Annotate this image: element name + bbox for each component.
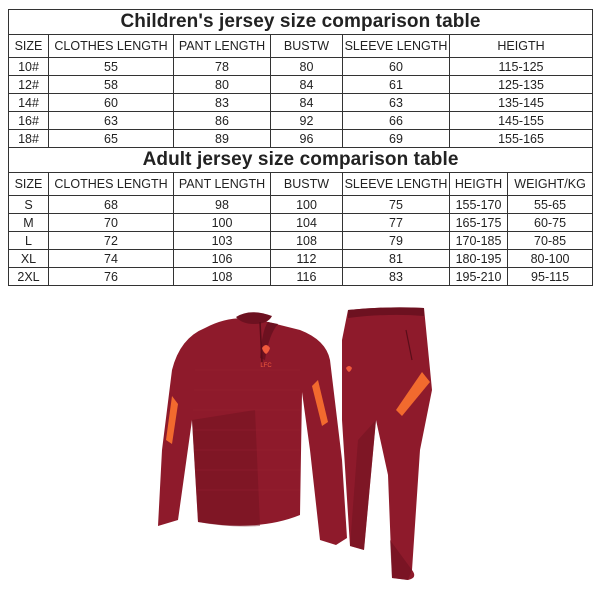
value-cell: 79 [343,232,450,250]
column-header: PANT LENGTH [174,173,271,196]
size-cell: S [9,196,49,214]
column-header: SIZE [9,35,49,58]
table-row [9,130,593,148]
value-cell: 60-75 [508,214,593,232]
size-cell: 14# [9,94,49,112]
value-cell: 100 [174,214,271,232]
size-cell: 18# [9,130,49,148]
value-cell: 180-195 [450,250,508,268]
value-cell: 103 [174,232,271,250]
value-cell: 80-100 [508,250,593,268]
value-cell: 108 [271,232,343,250]
size-chart [8,9,592,286]
column-header: BUSTW [271,35,343,58]
column-header: HEIGTH [450,173,508,196]
value-cell: 80 [271,58,343,76]
table-row [9,214,593,232]
table-row [9,112,593,130]
table-row [9,94,593,112]
value-cell: 72 [49,232,174,250]
value-cell: 84 [271,76,343,94]
table-row [9,232,593,250]
value-cell: 135-145 [450,94,593,112]
value-cell: 112 [271,250,343,268]
value-cell: 84 [271,94,343,112]
value-cell: 83 [174,94,271,112]
jacket-image [158,312,347,545]
value-cell: 60 [49,94,174,112]
value-cell: 77 [343,214,450,232]
size-cell: M [9,214,49,232]
table-row [9,250,593,268]
size-cell: 10# [9,58,49,76]
value-cell: 61 [343,76,450,94]
size-cell: XL [9,250,49,268]
value-cell: 63 [343,94,450,112]
column-header: SLEEVE LENGTH [343,173,450,196]
value-cell: 65 [49,130,174,148]
table-row [9,268,593,286]
children-size-table [8,9,593,148]
adult-table-title: Adult jersey size comparison table [9,148,593,173]
value-cell: 60 [343,58,450,76]
value-cell: 83 [343,268,450,286]
column-header: BUSTW [271,173,343,196]
value-cell: 55-65 [508,196,593,214]
value-cell: 108 [174,268,271,286]
column-header: PANT LENGTH [174,35,271,58]
column-header: WEIGHT/KG [508,173,593,196]
value-cell: 104 [271,214,343,232]
value-cell: 125-135 [450,76,593,94]
pants-image [342,307,432,580]
value-cell: 76 [49,268,174,286]
value-cell: 75 [343,196,450,214]
size-cell: L [9,232,49,250]
value-cell: 100 [271,196,343,214]
value-cell: 145-155 [450,112,593,130]
value-cell: 70 [49,214,174,232]
value-cell: 116 [271,268,343,286]
value-cell: 89 [174,130,271,148]
value-cell: 86 [174,112,271,130]
table-row [9,58,593,76]
crest-label: LFC [260,363,272,369]
adult-size-table [8,147,593,286]
value-cell: 58 [49,76,174,94]
value-cell: 98 [174,196,271,214]
value-cell: 74 [49,250,174,268]
column-header: CLOTHES LENGTH [49,35,174,58]
tracksuit-photo [150,300,450,595]
value-cell: 68 [49,196,174,214]
table-row [9,76,593,94]
value-cell: 155-165 [450,130,593,148]
size-cell: 16# [9,112,49,130]
value-cell: 106 [174,250,271,268]
value-cell: 195-210 [450,268,508,286]
value-cell: 81 [343,250,450,268]
value-cell: 66 [343,112,450,130]
value-cell: 70-85 [508,232,593,250]
size-cell: 12# [9,76,49,94]
value-cell: 69 [343,130,450,148]
column-header: SLEEVE LENGTH [343,35,450,58]
value-cell: 96 [271,130,343,148]
value-cell: 155-170 [450,196,508,214]
value-cell: 78 [174,58,271,76]
size-cell: 2XL [9,268,49,286]
value-cell: 165-175 [450,214,508,232]
value-cell: 170-185 [450,232,508,250]
value-cell: 63 [49,112,174,130]
children-table-title: Children's jersey size comparison table [9,10,593,35]
table-row [9,196,593,214]
column-header: HEIGTH [450,35,593,58]
value-cell: 55 [49,58,174,76]
value-cell: 80 [174,76,271,94]
value-cell: 95-115 [508,268,593,286]
value-cell: 115-125 [450,58,593,76]
column-header: CLOTHES LENGTH [49,173,174,196]
value-cell: 92 [271,112,343,130]
column-header: SIZE [9,173,49,196]
